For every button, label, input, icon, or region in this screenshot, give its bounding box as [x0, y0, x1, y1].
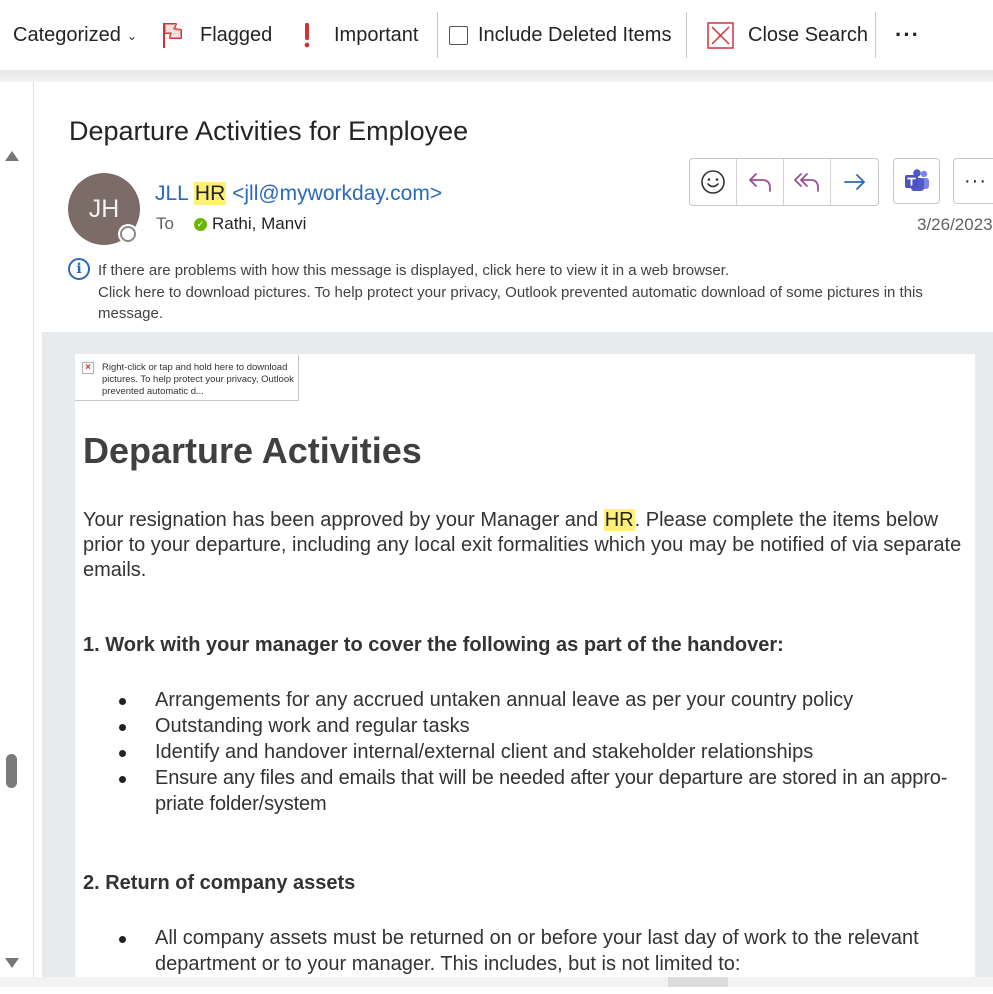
reply-all-icon: [792, 169, 822, 195]
sender-prefix: JLL: [155, 182, 194, 205]
ribbon-shadow: [0, 70, 993, 82]
list-item: Identify and handover internal/external client and stakeholder relationships: [113, 739, 973, 765]
close-search-button[interactable]: [707, 18, 868, 52]
search-highlight: HR: [194, 182, 226, 205]
recipient-name[interactable]: Rathi, Manvi: [211, 214, 307, 233]
checkbox-unchecked-icon: [449, 26, 468, 45]
flagged-filter-button[interactable]: [160, 18, 272, 52]
handover-list: [113, 687, 973, 817]
body-title: Departure Activities: [83, 430, 422, 471]
intro-paragraph: [83, 508, 973, 583]
info-icon: i: [68, 258, 90, 280]
blocked-image-placeholder[interactable]: [75, 355, 299, 401]
message-date: 3/26/2023: [917, 215, 993, 234]
include-deleted-checkbox[interactable]: [449, 18, 671, 52]
status-bar-view-toggle[interactable]: [668, 977, 728, 987]
command-ribbon: [0, 0, 993, 70]
exclamation-icon: [300, 21, 314, 49]
important-label: Important: [334, 23, 419, 46]
sender-name[interactable]: [155, 182, 442, 206]
reply-all-button[interactable]: [784, 159, 831, 205]
broken-image-icon: ×: [82, 362, 94, 374]
list-item: Outstanding work and regular tasks: [113, 713, 973, 739]
smiley-icon: [700, 169, 726, 195]
scroll-up-arrow-icon[interactable]: [5, 151, 19, 161]
message-actions-group: [689, 158, 879, 206]
more-commands-button[interactable]: ···: [895, 22, 920, 47]
forward-button[interactable]: [831, 159, 878, 205]
ribbon-divider: [875, 12, 876, 58]
search-highlight: HR: [604, 509, 634, 531]
list-item: Ensure any files and emails that will be needed after your departure are stored in an appro-priate folder/system: [113, 765, 973, 817]
bullet-icon: [119, 724, 126, 731]
categorized-label: Categorized: [13, 23, 121, 46]
message-subject: Departure Activities for Employee: [69, 116, 469, 146]
close-search-label: Close Search: [748, 23, 869, 46]
scrollbar-thumb[interactable]: [6, 754, 17, 788]
bullet-icon: [119, 750, 126, 757]
intro-text: Your resignation has been approved by your Manager and: [83, 509, 604, 531]
assets-list: [113, 925, 973, 977]
intro-text: . Please complete the items below prior to your departure, including any local exit formalities which you may be notified of via separate emails.: [83, 509, 962, 581]
folder-pane-scroll-rail: [0, 82, 34, 987]
scroll-down-arrow-icon[interactable]: [5, 958, 19, 968]
avatar-initials: JH: [88, 194, 120, 223]
teams-chat-button[interactable]: [893, 158, 940, 204]
available-presence-icon: ✓: [194, 218, 207, 231]
chevron-down-icon: ⌄: [126, 29, 137, 43]
categorized-dropdown[interactable]: [13, 18, 137, 52]
status-bar: [0, 977, 993, 987]
bullet-icon: [119, 936, 126, 943]
section-heading: 2. Return of company assets: [83, 872, 356, 894]
flag-icon: [160, 21, 184, 49]
forward-arrow-icon: [841, 169, 869, 195]
close-search-icon: [707, 22, 734, 49]
info-bar[interactable]: [98, 260, 978, 325]
sender-email: <jll@myworkday.com>: [226, 182, 443, 205]
to-label: To: [156, 214, 174, 233]
blocked-image-text: Right-click or tap and hold here to download pictures. To help protect your privacy, Outlook prevented automatic d...: [102, 362, 294, 397]
list-item: All company assets must be returned on or before your last day of work to the relevant department or to your manager. This includes, but is not limited to:: [113, 925, 973, 977]
list-item: Arrangements for any accrued untaken annual leave as per your country policy: [113, 687, 973, 713]
bullet-icon: [119, 776, 126, 783]
presence-status-icon: [120, 226, 136, 242]
reply-button[interactable]: [737, 159, 784, 205]
bullet-icon: [119, 698, 126, 705]
section-heading: 1. Work with your manager to cover the following as part of the handover:: [83, 634, 784, 656]
view-in-browser-notice[interactable]: If there are problems with how this message is displayed, click here to view it in a web browser.: [98, 262, 730, 279]
important-filter-button[interactable]: [300, 18, 418, 52]
ribbon-divider: [437, 12, 438, 58]
teams-icon: [903, 168, 931, 194]
ribbon-divider: [686, 12, 687, 58]
reply-icon: [746, 169, 774, 195]
react-button[interactable]: [690, 159, 737, 205]
more-actions-button[interactable]: ···: [953, 158, 993, 204]
flagged-label: Flagged: [200, 23, 273, 46]
download-pictures-notice[interactable]: Click here to download pictures. To help protect your privacy, Outlook prevented automatic download of some pictures in this message.: [98, 283, 923, 322]
include-deleted-label: Include Deleted Items: [478, 23, 672, 46]
recipients-row: [156, 214, 306, 234]
